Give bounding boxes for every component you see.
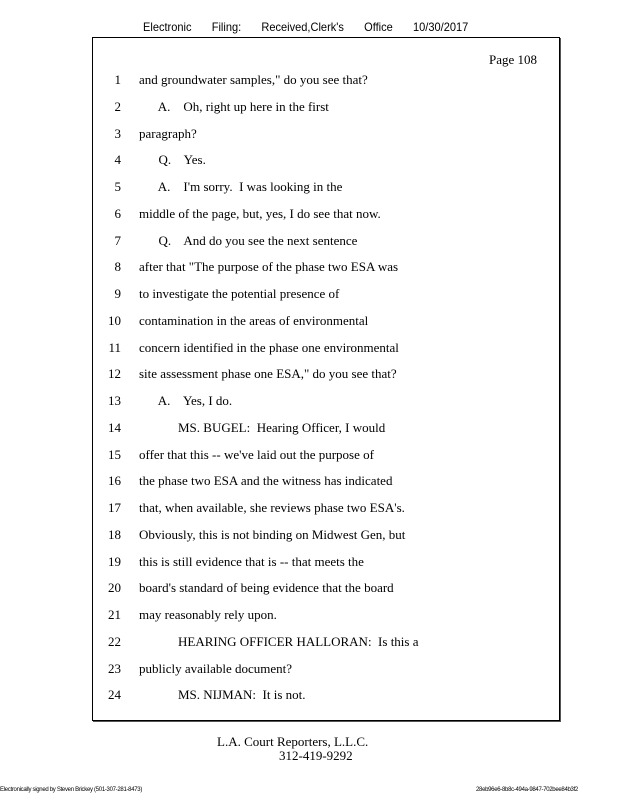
line-text: HEARING OFFICER HALLORAN: Is this a: [139, 633, 419, 649]
line-text: A. Yes, I do.: [139, 393, 233, 408]
header-word: 10/30/2017: [413, 20, 469, 34]
line-text: MS. NIJMAN: It is not.: [139, 687, 306, 703]
line-number: 22: [108, 633, 121, 649]
line-number: 9: [114, 286, 121, 301]
line-number: 12: [108, 366, 121, 382]
line-text: concern identified in the phase one environmental: [139, 339, 399, 355]
header-word: Filing:: [211, 20, 242, 34]
line-number: 18: [108, 526, 121, 542]
e-signature: Electronically signed by Steven Brickey (501-307-281-8473): [0, 787, 143, 793]
line-number: 13: [108, 393, 121, 408]
line-text: A. I'm sorry. I was looking in the: [139, 179, 343, 194]
line-text: A. Oh, right up here in the first: [139, 98, 329, 114]
line-text: Q. And do you see the next sentence: [139, 232, 358, 248]
line-number: 24: [108, 687, 121, 703]
line-text: board's standard of being evidence that the board: [139, 580, 394, 596]
line-text: paragraph?: [139, 125, 197, 141]
line-number: 6: [114, 205, 121, 221]
line-number: 15: [108, 446, 121, 462]
line-text: and groundwater samples," do you see that?: [139, 72, 368, 87]
header-word: Office: [364, 20, 393, 34]
reporter-name: L.A. Court Reporters, L.L.C.: [217, 734, 369, 749]
line-number: 20: [108, 580, 121, 596]
line-number: 5: [114, 179, 121, 194]
line-number: 11: [108, 339, 121, 355]
line-text: the phase two ESA and the witness has indicated: [139, 473, 393, 489]
line-text: Obviously, this is not binding on Midwest Gen, but: [139, 526, 406, 542]
line-number: 8: [114, 259, 121, 275]
line-number: 1: [114, 72, 121, 87]
document-id: 28eb96e6-8b8c-494a-9847-702bee84b3f2: [476, 787, 578, 793]
line-text: after that "The purpose of the phase two ESA was: [139, 259, 399, 275]
line-number: 2: [114, 98, 121, 114]
page-number: Page 108: [488, 52, 537, 67]
line-text: MS. BUGEL: Hearing Officer, I would: [139, 419, 386, 435]
line-text: to investigate the potential presence of: [139, 286, 340, 301]
line-number: 21: [108, 607, 121, 622]
line-text: may reasonably rely upon.: [139, 607, 277, 622]
line-text: middle of the page, but, yes, I do see that now.: [139, 205, 381, 221]
transcript-page: [92, 37, 560, 721]
line-number: 3: [114, 125, 121, 141]
filing-header: [143, 20, 489, 34]
line-number: 10: [108, 312, 121, 328]
line-number: 16: [108, 473, 121, 489]
line-text: Q. Yes.: [139, 152, 206, 168]
header-word: Received,Clerk's: [261, 20, 344, 34]
line-number: 14: [108, 419, 121, 435]
line-number: 7: [114, 232, 121, 248]
line-text: this is still evidence that is -- that meets the: [139, 553, 364, 569]
line-text: offer that this -- we've laid out the purpose of: [139, 446, 374, 462]
line-text: site assessment phase one ESA," do you see that?: [139, 366, 397, 382]
line-text: contamination in the areas of environmental: [139, 312, 369, 328]
reporter-phone: 312-419-9292: [279, 748, 353, 763]
line-text: publicly available document?: [139, 660, 293, 676]
header-word: Electronic: [143, 20, 192, 34]
line-number: 17: [108, 500, 121, 515]
line-text: that, when available, she reviews phase two ESA's.: [139, 500, 405, 515]
line-number: 23: [108, 660, 121, 676]
line-number: 4: [114, 152, 121, 168]
line-number: 19: [108, 553, 121, 569]
